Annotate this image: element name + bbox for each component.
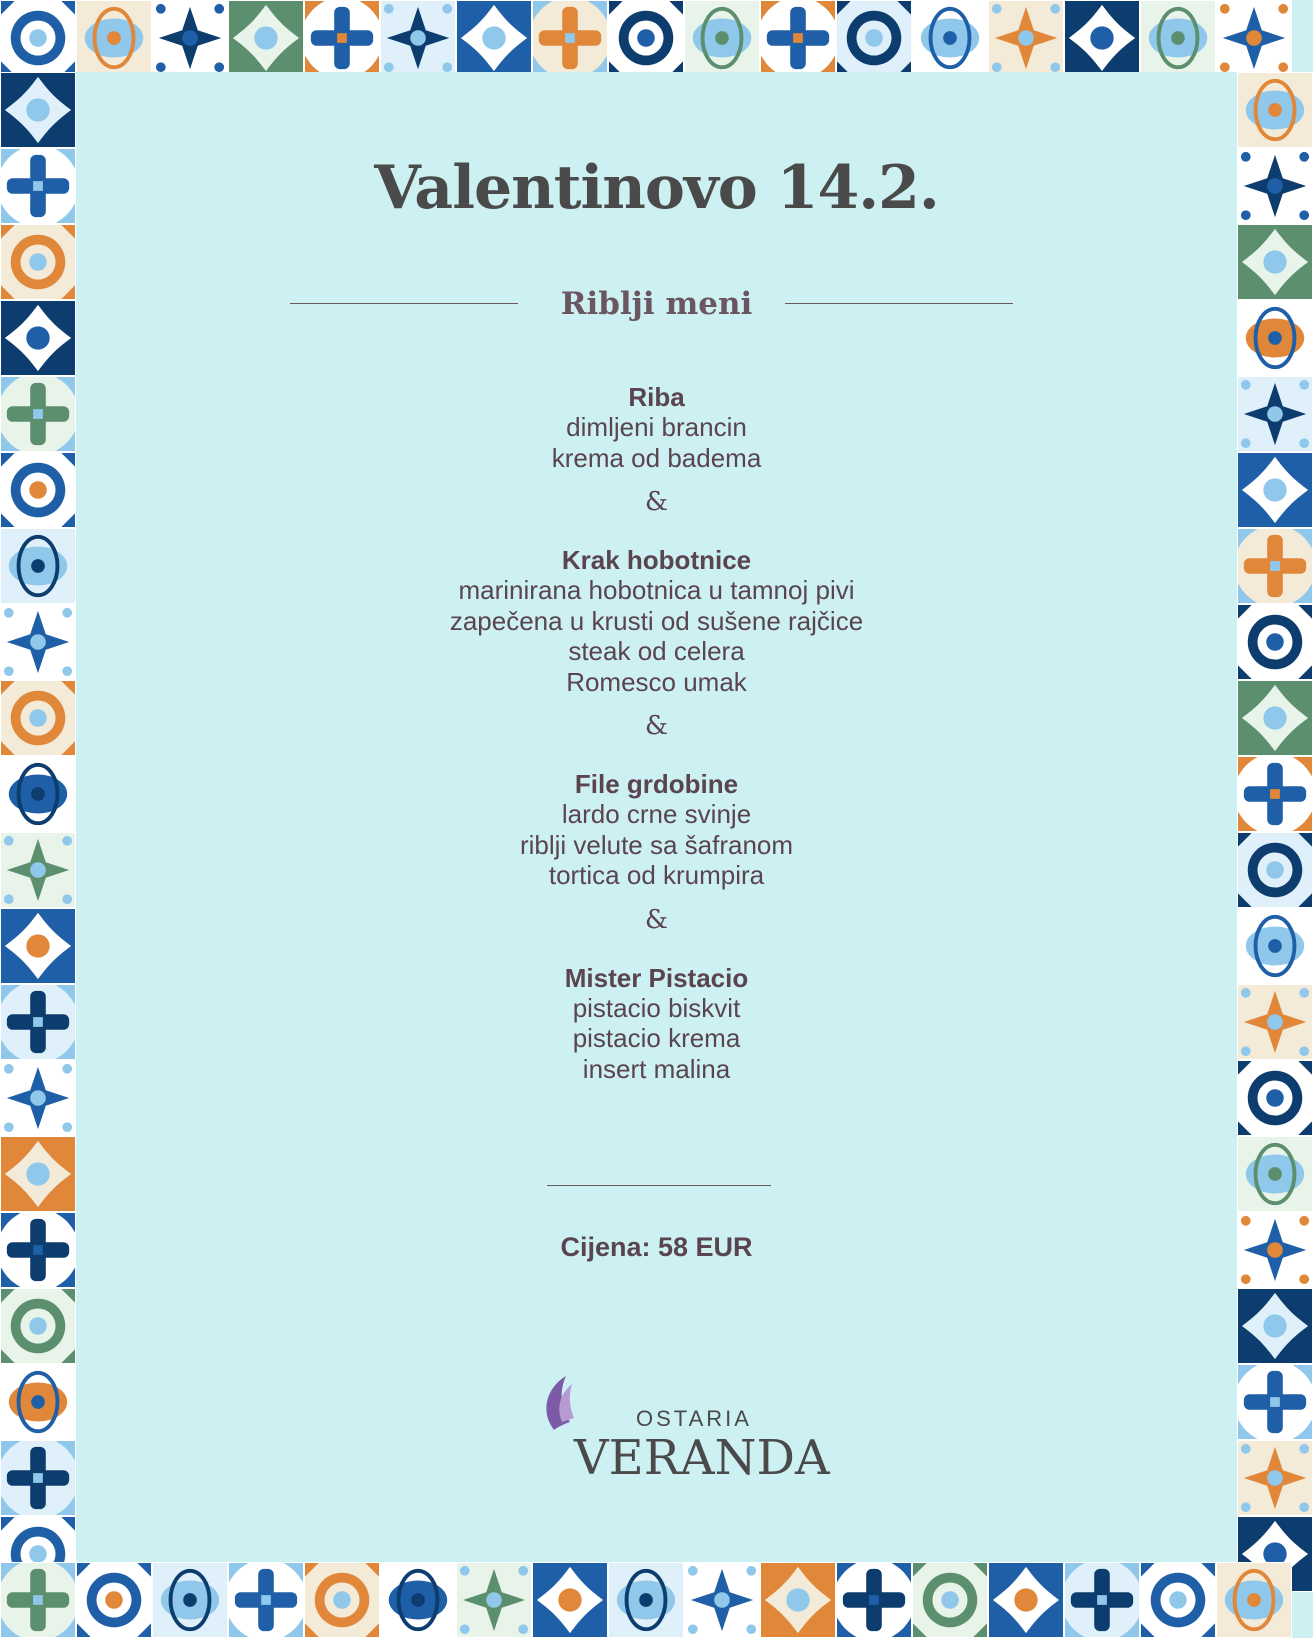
course-line: zapečena u krusti od sušene rajčice <box>449 605 864 636</box>
decorative-tile <box>1237 300 1313 376</box>
decorative-tile <box>0 604 76 680</box>
decorative-tile <box>988 1562 1064 1638</box>
course-separator: & <box>644 487 669 517</box>
decorative-tile <box>1237 224 1313 300</box>
decorative-tile <box>1237 908 1313 984</box>
decorative-tile <box>760 0 836 76</box>
decorative-tile <box>0 1562 76 1638</box>
course-line: dimljeni brancin <box>566 412 747 442</box>
price-rule <box>547 1185 771 1186</box>
decorative-tile <box>684 1562 760 1638</box>
decorative-tile <box>228 1562 304 1638</box>
decorative-tile <box>1237 376 1313 452</box>
decorative-tile <box>1237 1288 1313 1364</box>
decorative-tile <box>0 72 76 148</box>
course-item <box>76 545 1237 697</box>
decorative-tile <box>1140 0 1216 76</box>
decorative-tile <box>1237 1136 1313 1212</box>
decorative-tile <box>0 756 76 832</box>
decorative-tile <box>1237 1060 1313 1136</box>
course-name: Riba <box>628 382 685 412</box>
logo-main-text: VERANDA <box>574 1430 830 1486</box>
decorative-tile <box>1064 1562 1140 1638</box>
decorative-tile <box>0 680 76 756</box>
menu-panel <box>76 72 1237 1562</box>
decorative-tile <box>608 1562 684 1638</box>
course-line: krema od badema <box>551 442 762 473</box>
decorative-tile <box>304 1562 380 1638</box>
decorative-tile <box>0 0 76 76</box>
decorative-tile <box>76 1562 152 1638</box>
course-line: riblji velute sa šafranom <box>519 829 794 860</box>
decorative-tile <box>0 224 76 300</box>
decorative-tile <box>152 1562 228 1638</box>
decorative-tile <box>836 0 912 76</box>
decorative-tile <box>1237 604 1313 680</box>
decorative-tile <box>152 0 228 76</box>
course-line: lardo crne svinje <box>561 799 752 829</box>
price-label: Cijena: 58 EUR <box>560 1232 753 1262</box>
decorative-tile <box>1237 1440 1313 1516</box>
decorative-tile <box>380 0 456 76</box>
course-line: marinirana hobotnica u tamnoj pivi <box>458 575 855 605</box>
course-name: Krak hobotnice <box>561 545 752 575</box>
course-line: tortica od krumpira <box>548 860 765 890</box>
decorative-tile <box>0 1288 76 1364</box>
decorative-tile <box>0 832 76 908</box>
decorative-tile <box>0 376 76 452</box>
decorative-tile <box>532 1562 608 1638</box>
decorative-tile <box>1216 0 1292 76</box>
decorative-tile <box>456 1562 532 1638</box>
decorative-tile <box>304 0 380 76</box>
decorative-tile <box>1237 756 1313 832</box>
decorative-tile <box>1237 832 1313 908</box>
course-name: File grdobine <box>574 769 739 799</box>
decorative-tile <box>1140 1562 1216 1638</box>
course-item <box>76 382 1237 473</box>
decorative-tile <box>0 908 76 984</box>
decorative-tile <box>912 0 988 76</box>
decorative-tile <box>1237 984 1313 1060</box>
decorative-tile <box>1237 72 1313 148</box>
decorative-tile <box>608 0 684 76</box>
decorative-tile <box>0 1060 76 1136</box>
decorative-tile <box>380 1562 456 1638</box>
tile-border-top <box>0 0 1290 72</box>
decorative-tile <box>1237 452 1313 528</box>
decorative-tile <box>1237 528 1313 604</box>
course-separator: & <box>644 904 669 935</box>
course-line: steak od celera <box>568 636 745 666</box>
course-separator: & <box>644 711 669 741</box>
decorative-tile <box>0 300 76 376</box>
decorative-tile <box>0 148 76 224</box>
decorative-tile <box>988 0 1064 76</box>
decorative-tile <box>0 1440 76 1516</box>
course-name: Mister Pistacio <box>564 962 749 993</box>
decorative-tile <box>1064 0 1140 76</box>
decorative-tile <box>760 1562 836 1638</box>
menu-subtitle: Riblji meni <box>560 286 753 322</box>
decorative-tile <box>1216 1562 1292 1638</box>
decorative-tile <box>228 0 304 76</box>
decorative-tile <box>76 0 152 76</box>
tile-border-left <box>0 72 76 1562</box>
decorative-tile <box>1237 1212 1313 1288</box>
tile-border-right <box>1237 72 1290 1562</box>
course-line: insert malina <box>582 1053 731 1084</box>
decorative-tile <box>0 1212 76 1288</box>
decorative-tile <box>1237 148 1313 224</box>
logo-graphic <box>496 1362 830 1486</box>
decorative-tile <box>912 1562 988 1638</box>
decorative-tile <box>0 528 76 604</box>
course-line: pistacio krema <box>572 1023 741 1053</box>
decorative-tile <box>456 0 532 76</box>
decorative-tile <box>0 984 76 1060</box>
decorative-tile <box>0 452 76 528</box>
menu-title: Valentinovo 14.2. <box>374 153 939 223</box>
decorative-tile <box>836 1562 912 1638</box>
course-line: pistacio biskvit <box>572 992 741 1023</box>
course-line: Romesco umak <box>566 666 747 697</box>
course-list <box>76 382 1237 1084</box>
subtitle-rule-right <box>785 303 1013 304</box>
tile-border-bottom <box>0 1562 1290 1628</box>
course-item <box>76 769 1237 891</box>
logo-small-text: OSTARIA <box>636 1406 752 1431</box>
decorative-tile <box>0 1136 76 1212</box>
decorative-tile <box>0 1364 76 1440</box>
course-item <box>76 963 1237 1085</box>
decorative-tile <box>684 0 760 76</box>
decorative-tile <box>532 0 608 76</box>
decorative-tile <box>1237 1364 1313 1440</box>
decorative-tile <box>1237 680 1313 756</box>
restaurant-logo <box>496 1362 830 1486</box>
